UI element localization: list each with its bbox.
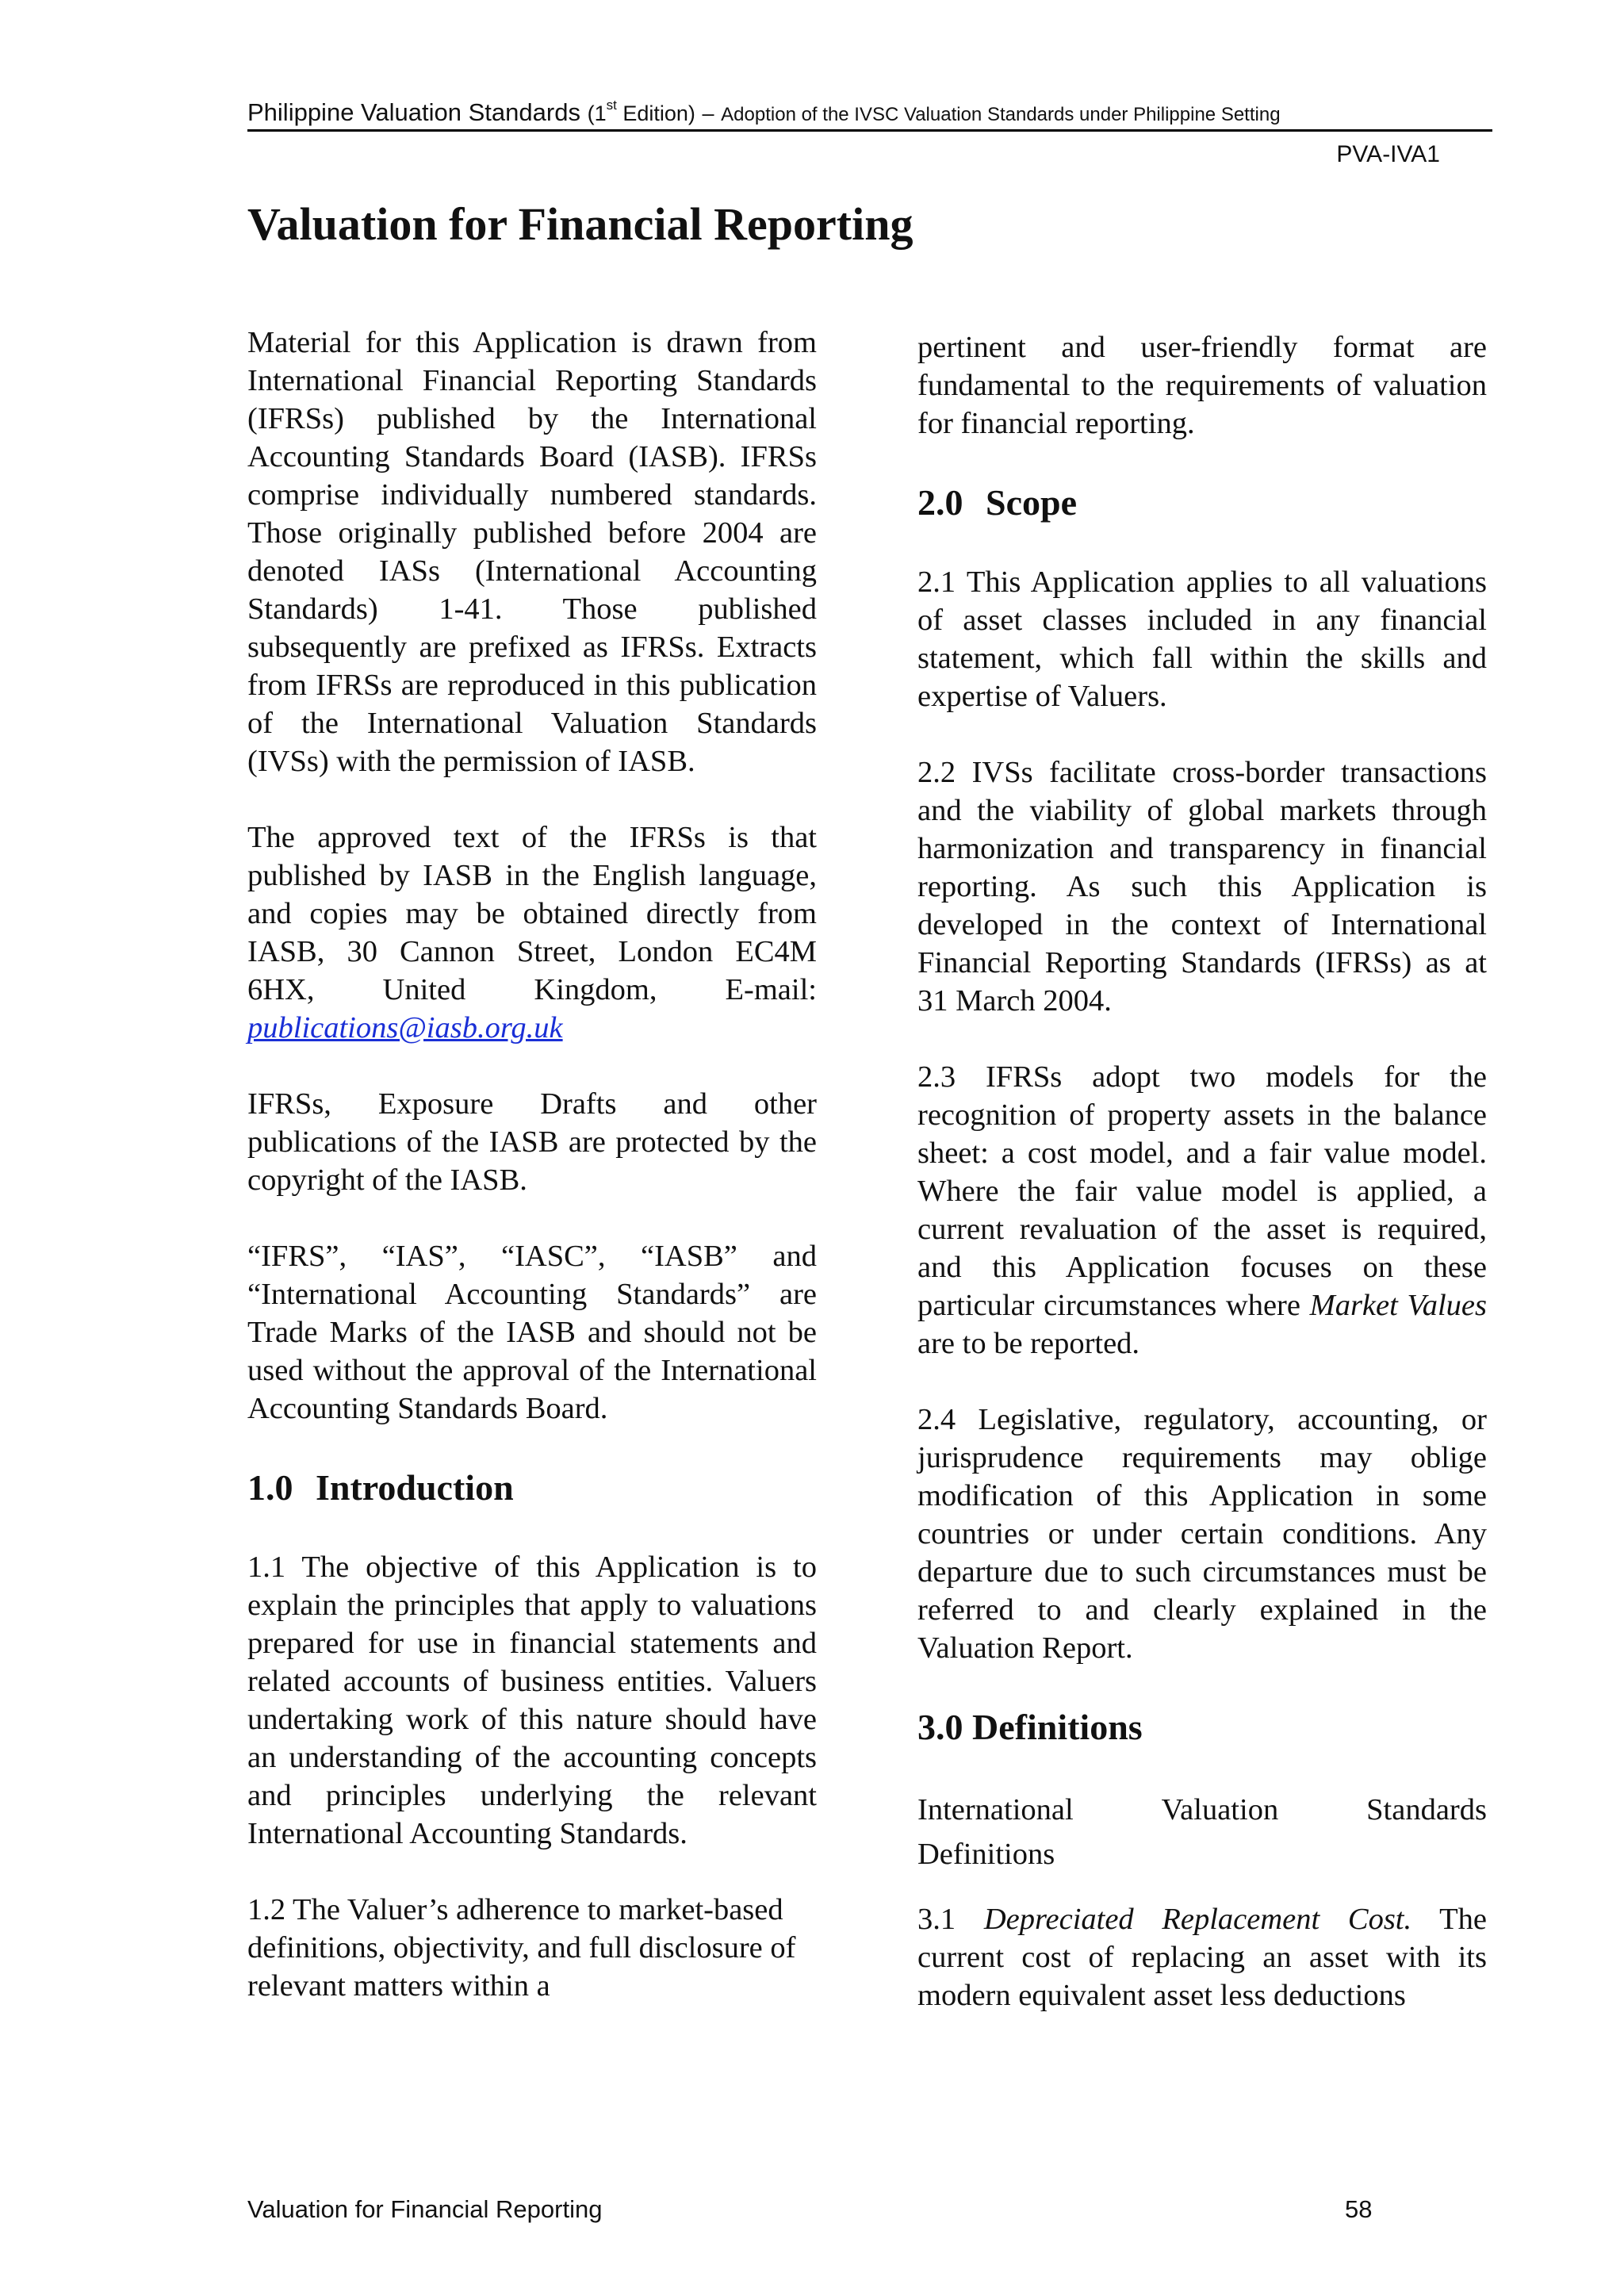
left-column (247, 324, 817, 2043)
paragraph-2-1: 2.1 This Application applies to all valuations of asset classes included in any financial statement, which fall within the skills and expertise of Valuers. (917, 565, 1487, 713)
header-title: Philippine Valuation Standards (247, 98, 580, 126)
page-title: Valuation for Financial Reporting (247, 198, 914, 250)
footer-title: Valuation for Financial Reporting (247, 2195, 603, 2223)
page-number: 58 (1345, 2195, 1373, 2223)
section-heading-introduction: 1.0 Introduction (247, 1467, 514, 1508)
section-heading-definitions: 3.0 Definitions (917, 1707, 1143, 1747)
header-subtitle: Adoption of the IVSC Valuation Standards under Philippine Setting (721, 104, 1281, 125)
header-dash: – (702, 102, 714, 125)
paragraph-trademarks: “IFRS”, “IAS”, “IASC”, “IASB” and “International Accounting Standards” are Trade Marks of the IASB and should not be used without the approval of the International Accounting Standards Board. (247, 1240, 817, 1425)
paragraph-copyright: IFRSs, Exposure Drafts and other publications of the IASB are protected by the copyright of the IASB. (247, 1087, 817, 1197)
email-link[interactable]: publications@iasb.org.uk (247, 1011, 563, 1045)
paragraph-3-1: 3.1 Depreciated Replacement Cost. The current cost of replacing an asset with its modern equivalent asset less deductions (917, 1903, 1488, 2012)
paragraph-2-3: 2.3 IFRSs adopt two models for the recognition of property assets in the balance sheet: a cost model, and a fair value model. Where the fair value model is applied, a current revaluation of the asset is required, and this Application focuses on these particular circumstances where Market Values are to be reported. (917, 1060, 1487, 1360)
paragraph-continuation: pertinent and user-friendly format are fundamental to the requirements of valuation for financial reporting. (917, 331, 1487, 440)
paragraph-1-2: 1.2 The Valuer’s adherence to market-based definitions, objectivity, and full disclosure of relevant matters within a (247, 1893, 796, 2003)
running-header (247, 98, 1492, 132)
paragraph-source-material: Material for this Application is drawn from International Financial Reporting Standards (IFRSs) published by the International Accounting Standards Board (IASB). IFRSs comprise individually numbered standards. Those originally published before 2004 are denoted IASs (International Accounting Standards) 1-41. Those published subsequently are prefixed as IFRSs. Extracts from IFRSs are reproduced in this publication of the International Valuation Standards (IVSs) with the permission of IASB. (247, 326, 817, 778)
header-edition: (1st Edition) (587, 98, 695, 125)
section-heading-scope: 2.0 Scope (917, 482, 1077, 523)
paragraph-1-1: 1.1 The objective of this Application is to explain the principles that apply to valuations prepared for use in financial statements and related accounts of business entities. Valuers undertaking work of this nature should have an understanding of the accounting concepts and principles underlying the relevant International Accounting Standards. (247, 1550, 817, 1850)
paragraph-approved-text: The approved text of the IFRSs is that published by IASB in the English language, and copies may be obtained directly from IASB, 30 Cannon Street, London EC4M 6HX, United Kingdom, E-mail: publications@iasb.org.uk (247, 821, 817, 1045)
definitions-subheading: International Valuation Standards Definitions (917, 1793, 1487, 1871)
right-column (917, 328, 1487, 2053)
paragraph-2-2: 2.2 IVSs facilitate cross-border transactions and the viability of global markets through harmonization and transparency in financial reporting. As such this Application is developed in the context of International Financial Reporting Standards (IFRSs) as at 31 March 2004. (917, 756, 1487, 1018)
document-code: PVA-IVA1 (1336, 141, 1440, 167)
paragraph-2-4: 2.4 Legislative, regulatory, accounting, or jurisprudence requirements may oblige modification of this Application in some countries or under certain conditions. Any departure due to such circumstances must be referred to and clearly explained in the Valuation Report. (917, 1403, 1487, 1665)
